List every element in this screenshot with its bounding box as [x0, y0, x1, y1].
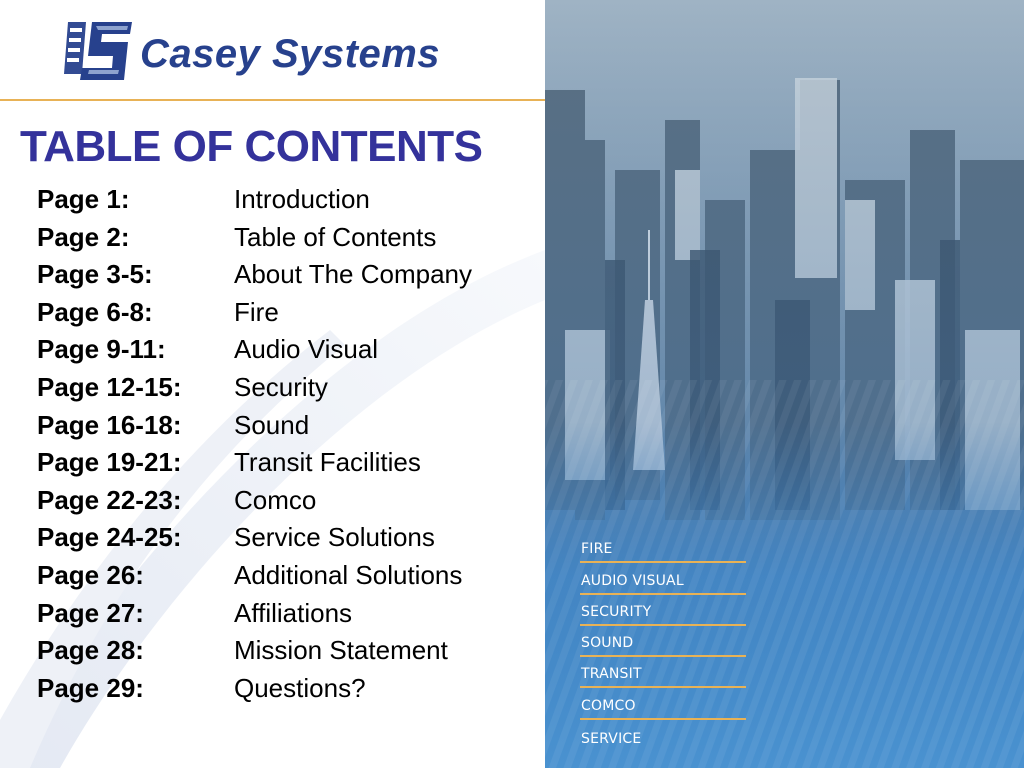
toc-topic: Sound — [234, 409, 310, 440]
toc-row — [37, 184, 537, 222]
toc-page-number: Page 19-21: — [37, 447, 182, 478]
menu-item-label: SERVICE — [581, 731, 642, 748]
menu-item-label: SOUND — [581, 635, 634, 652]
toc-page-number: Page 1: — [37, 184, 130, 214]
city-image-panel — [545, 0, 1024, 768]
toc-topic: Questions? — [234, 672, 366, 703]
menu-item-label: COMCO — [581, 697, 636, 714]
cs-logo-mark-icon — [58, 16, 136, 86]
toc-topic: Introduction — [234, 184, 370, 214]
menu-item-transit[interactable] — [580, 657, 746, 688]
menu-item-label: SECURITY — [581, 603, 652, 620]
toc-topic: Comco — [234, 484, 317, 515]
header-divider — [0, 99, 545, 101]
menu-item-service[interactable] — [580, 720, 746, 751]
toc-row — [37, 598, 537, 636]
toc-row — [37, 297, 537, 335]
table-of-contents — [37, 184, 537, 710]
toc-topic: Mission Statement — [234, 635, 448, 666]
toc-row — [37, 485, 537, 523]
company-logo — [58, 16, 518, 86]
toc-page-number: Page 27: — [37, 597, 144, 628]
toc-topic: About The Company — [234, 259, 472, 290]
toc-topic: Audio Visual — [234, 334, 379, 365]
toc-row — [37, 522, 537, 560]
toc-page-number: Page 28: — [37, 635, 144, 666]
toc-row — [37, 410, 537, 448]
toc-row — [37, 259, 537, 297]
toc-row — [37, 447, 537, 485]
toc-row — [37, 334, 537, 372]
toc-page-number: Page 9-11: — [37, 334, 166, 365]
toc-row — [37, 673, 537, 711]
menu-item-label: FIRE — [581, 541, 613, 558]
toc-topic: Additional Solutions — [234, 559, 463, 590]
menu-item-fire[interactable] — [580, 532, 746, 563]
toc-row — [37, 222, 537, 260]
menu-item-security[interactable] — [580, 595, 746, 626]
toc-topic: Fire — [234, 296, 279, 327]
toc-page-number: Page 16-18: — [37, 409, 182, 440]
toc-row — [37, 635, 537, 673]
toc-page-number: Page 12-15: — [37, 371, 182, 402]
company-name: Casey Systems — [140, 32, 441, 76]
toc-page-number: Page 22-23: — [37, 484, 182, 515]
menu-item-label: TRANSIT — [581, 666, 642, 683]
toc-page-number: Page 24-25: — [37, 522, 182, 553]
menu-item-comco[interactable] — [580, 688, 746, 719]
toc-row — [37, 372, 537, 410]
side-menu — [580, 532, 746, 751]
toc-topic: Affiliations — [234, 597, 353, 628]
menu-item-sound[interactable] — [580, 626, 746, 657]
menu-item-audio-visual[interactable] — [580, 563, 746, 594]
toc-topic: Table of Contents — [234, 221, 437, 252]
toc-topic: Service Solutions — [234, 522, 435, 553]
page-title: TABLE OF CONTENTS — [20, 122, 483, 171]
toc-page-number: Page 3-5: — [37, 259, 153, 290]
toc-page-number: Page 2: — [37, 221, 130, 252]
toc-topic: Security — [234, 371, 328, 402]
toc-page-number: Page 6-8: — [37, 296, 153, 327]
menu-item-label: AUDIO VISUAL — [581, 572, 684, 589]
toc-page-number: Page 26: — [37, 559, 144, 590]
toc-row — [37, 560, 537, 598]
toc-page-number: Page 29: — [37, 672, 144, 703]
toc-topic: Transit Facilities — [234, 447, 421, 478]
